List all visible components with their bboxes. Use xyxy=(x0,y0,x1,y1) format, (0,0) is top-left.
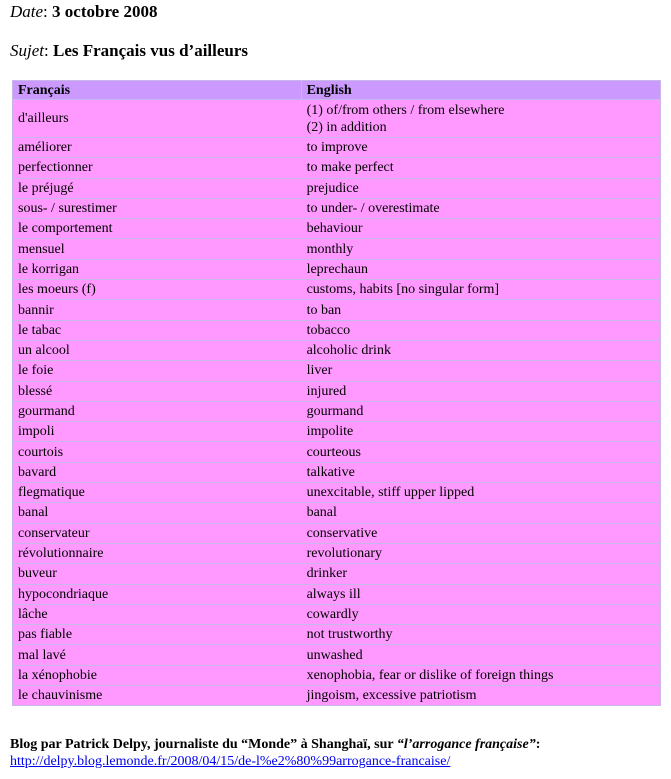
french-term-cell: améliorer xyxy=(13,138,302,158)
subject-value: Les Français vus d’ailleurs xyxy=(52,41,249,60)
english-translation-cell xyxy=(301,320,660,340)
french-term-cell: bannir xyxy=(13,300,302,320)
english-translation-line: injured xyxy=(306,383,347,399)
french-term-cell: blessé xyxy=(13,381,302,401)
french-term-cell: le foie xyxy=(13,361,302,381)
french-term-cell: le chauvinisme xyxy=(13,686,302,706)
english-translation-line: drinker xyxy=(306,566,348,582)
table-row xyxy=(13,361,661,381)
table-row xyxy=(13,300,661,320)
english-translation-cell xyxy=(301,158,660,178)
english-translation-line: to make perfect xyxy=(306,160,394,176)
english-translation-cell xyxy=(301,300,660,320)
english-translation-line: alcoholic drink xyxy=(306,343,391,359)
english-translation-line: leprechaun xyxy=(306,261,368,277)
french-term-cell: gourmand xyxy=(13,401,302,421)
english-translation-cell xyxy=(301,219,660,239)
english-translation-cell xyxy=(301,100,660,138)
subject-line: Sujet: Les Français vus d’ailleurs xyxy=(10,41,249,60)
blog-credit xyxy=(10,736,662,753)
table-row xyxy=(13,401,661,421)
french-term-cell: un alcool xyxy=(13,340,302,360)
english-translation-line: unwashed xyxy=(306,647,363,663)
date-line: Date: 3 octobre 2008 xyxy=(10,2,158,21)
english-translation-line: to ban xyxy=(306,302,342,318)
english-translation-line: conservative xyxy=(306,525,378,541)
table-row xyxy=(13,503,661,523)
date-label: Date xyxy=(10,2,44,21)
table-row xyxy=(13,100,661,138)
blog-credit-suffix: : xyxy=(535,737,541,752)
table-row xyxy=(13,280,661,300)
english-translation-line: monthly xyxy=(306,241,354,257)
english-translation-line: to improve xyxy=(306,140,368,156)
french-term-cell: perfectionner xyxy=(13,158,302,178)
english-translation-cell xyxy=(301,259,660,279)
table-row xyxy=(13,462,661,482)
table-row xyxy=(13,442,661,462)
table-row xyxy=(13,381,661,401)
english-translation-line: cowardly xyxy=(306,606,359,622)
english-translation-line: prejudice xyxy=(306,180,359,196)
french-term-cell: flegmatique xyxy=(13,483,302,503)
english-translation-cell xyxy=(301,401,660,421)
french-term-cell: lâche xyxy=(13,604,302,624)
english-translation-line: jingoism, excessive patriotism xyxy=(306,688,477,704)
english-translation-cell xyxy=(301,523,660,543)
french-term-cell: banal xyxy=(13,503,302,523)
english-translation-cell xyxy=(301,564,660,584)
table-row xyxy=(13,665,661,685)
table-row xyxy=(13,543,661,563)
table-row xyxy=(13,604,661,624)
english-translation-cell xyxy=(301,280,660,300)
english-translation-cell xyxy=(301,422,660,442)
french-term-cell: courtois xyxy=(13,442,302,462)
french-term-cell: pas fiable xyxy=(13,625,302,645)
table-row xyxy=(13,422,661,442)
english-translation-cell xyxy=(301,442,660,462)
vocabulary-table xyxy=(12,80,661,706)
table-row xyxy=(13,178,661,198)
table-row xyxy=(13,523,661,543)
table-row xyxy=(13,483,661,503)
english-translation-line: behaviour xyxy=(306,221,363,237)
english-translation-line: talkative xyxy=(306,464,355,480)
english-translation-cell xyxy=(301,665,660,685)
french-term-cell: impoli xyxy=(13,422,302,442)
blog-credit-prefix: Blog par Patrick Delpy, journaliste du “Monde” à Shanghaï, sur xyxy=(10,737,397,752)
english-translation-line: always ill xyxy=(306,586,361,602)
table-row xyxy=(13,219,661,239)
english-translation-cell xyxy=(301,340,660,360)
english-translation-cell xyxy=(301,584,660,604)
english-translation-cell xyxy=(301,645,660,665)
french-term-cell: le comportement xyxy=(13,219,302,239)
english-translation-line: gourmand xyxy=(306,404,364,419)
date-value: 3 octobre 2008 xyxy=(52,2,158,21)
french-term-cell: conservateur xyxy=(13,523,302,543)
english-translation-cell xyxy=(301,138,660,158)
english-translation-line: xenophobia, fear or dislike of foreign things xyxy=(306,667,554,683)
french-term-cell: le korrigan xyxy=(13,259,302,279)
table-row xyxy=(13,239,661,259)
subject-label: Sujet xyxy=(10,41,44,60)
french-term-cell: révolutionnaire xyxy=(13,543,302,563)
english-translation-cell xyxy=(301,462,660,482)
table-row xyxy=(13,584,661,604)
english-translation-line: courteous xyxy=(306,444,362,460)
english-translation-line: liver xyxy=(306,363,333,379)
english-translation-line: banal xyxy=(306,505,337,521)
table-row xyxy=(13,158,661,178)
french-term-cell: le préjugé xyxy=(13,178,302,198)
english-translation-line: customs, habits [no singular form] xyxy=(306,282,500,298)
vocabulary-table-body xyxy=(13,100,661,706)
french-term-cell: buveur xyxy=(13,564,302,584)
english-translation-cell xyxy=(301,361,660,381)
table-row xyxy=(13,259,661,279)
french-term-cell: mal lavé xyxy=(13,645,302,665)
english-translation-cell xyxy=(301,178,660,198)
blog-link[interactable]: http://delpy.blog.lemonde.fr/2008/04/15/de-l%e2%80%99arrogance-francaise/ xyxy=(10,754,451,769)
french-term-cell: le tabac xyxy=(13,320,302,340)
french-term-cell: les moeurs (f) xyxy=(13,280,302,300)
table-header-row xyxy=(13,81,661,100)
english-translation-cell xyxy=(301,198,660,218)
english-translation-cell xyxy=(301,239,660,259)
english-translation-cell xyxy=(301,503,660,523)
english-translation-cell xyxy=(301,381,660,401)
english-translation-line: (1) of/from others / from elsewhere xyxy=(306,102,505,118)
english-translation-cell xyxy=(301,686,660,706)
french-term-cell: bavard xyxy=(13,462,302,482)
english-translation-line: tobacco xyxy=(306,322,351,338)
french-term-cell: sous- / surestimer xyxy=(13,198,302,218)
french-term-cell: mensuel xyxy=(13,239,302,259)
french-term-cell: la xénophobie xyxy=(13,665,302,685)
english-translation-line: not trustworthy xyxy=(306,627,393,643)
english-translation-line: to under- / overestimate xyxy=(306,201,440,217)
table-row xyxy=(13,686,661,706)
table-row xyxy=(13,645,661,665)
table-row xyxy=(13,138,661,158)
column-header-english: English xyxy=(301,81,660,100)
table-row xyxy=(13,198,661,218)
table-row xyxy=(13,564,661,584)
english-translation-line: revolutionary xyxy=(306,546,382,562)
english-translation-cell xyxy=(301,483,660,503)
english-translation-line: impolite xyxy=(306,424,354,440)
french-term-cell: d'ailleurs xyxy=(13,100,302,138)
table-row xyxy=(13,340,661,360)
english-translation-line: (2) in addition xyxy=(306,119,387,135)
column-header-french: Français xyxy=(13,81,302,100)
english-translation-cell xyxy=(301,543,660,563)
blog-credit-title: “l’arrogance française” xyxy=(396,737,536,752)
english-translation-line: unexcitable, stiff upper lipped xyxy=(306,485,475,501)
table-row xyxy=(13,625,661,645)
english-translation-cell xyxy=(301,604,660,624)
table-row xyxy=(13,320,661,340)
french-term-cell: hypocondriaque xyxy=(13,584,302,604)
english-translation-cell xyxy=(301,625,660,645)
